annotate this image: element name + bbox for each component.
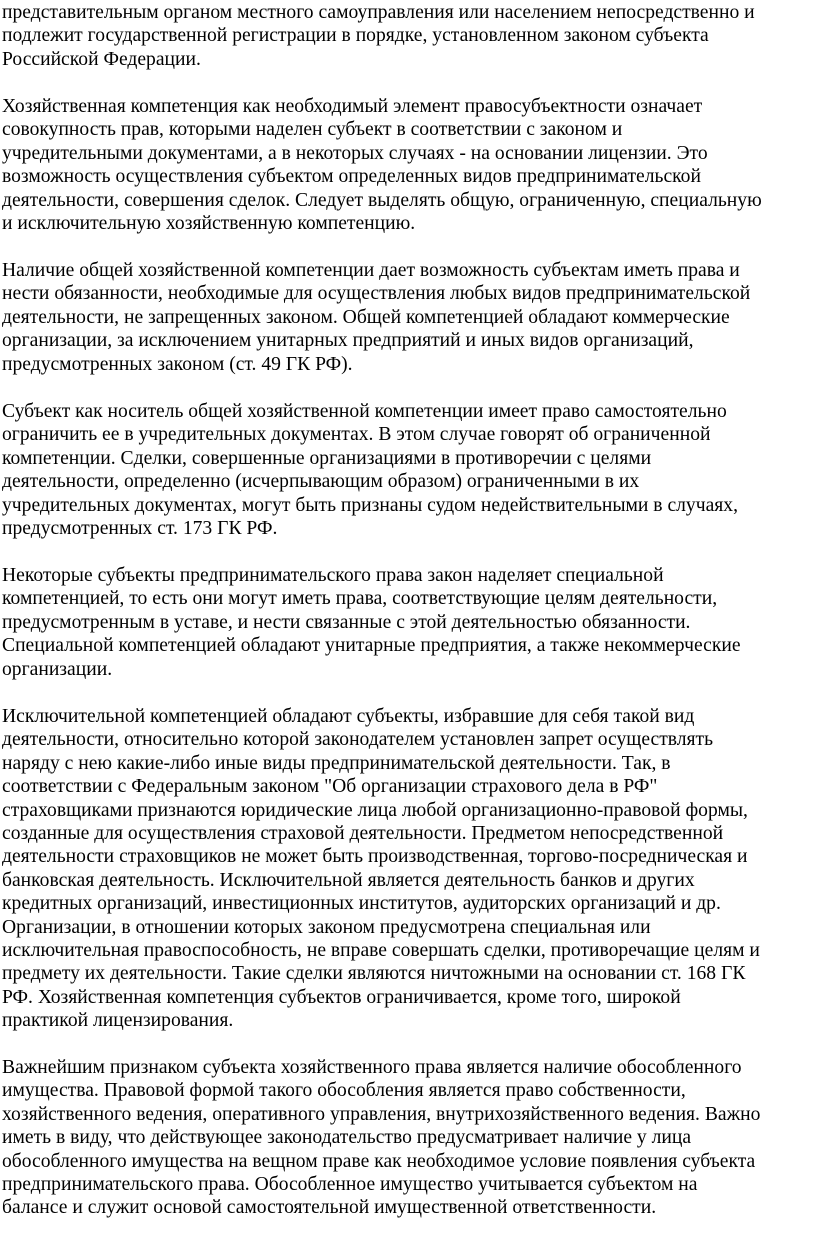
text-line: предпринимательского права. Обособленное имущество учитывается субъектом на bbox=[2, 1173, 698, 1195]
text-line: компетенции. Сделки, совершенные организациями в противоречии с целями bbox=[2, 447, 652, 469]
text-line: Российской Федерации. bbox=[2, 48, 201, 70]
text-line: практикой лицензирования. bbox=[2, 1010, 234, 1032]
text-line: исключительная правоспособность, не вправе совершать сделки, противоречащие целям и bbox=[2, 939, 760, 961]
text-line: хозяйственного ведения, оперативного управления, внутрихозяйственного ведения. Важно bbox=[2, 1103, 761, 1125]
paragraph-general-competence bbox=[2, 259, 750, 376]
text-line: возможность осуществления субъектом определенных видов предпринимательской bbox=[2, 166, 701, 188]
text-line: Организации, в отношении которых законом предусмотрена специальная или bbox=[2, 916, 651, 938]
text-line: предусмотренных ст. 173 ГК РФ. bbox=[2, 517, 278, 539]
text-line: имущества. Правовой формой такого обособления является право собственности, bbox=[2, 1080, 686, 1102]
text-line: учредительными документами, а в некоторых случаях - на основании лицензии. Это bbox=[2, 142, 708, 164]
text-line: предусмотренных законом (ст. 49 ГК РФ). bbox=[2, 353, 353, 375]
text-line: Хозяйственная компетенция как необходимый элемент правосубъектности означает bbox=[2, 96, 703, 117]
text-line: ограничить ее в учредительных документах. В этом случае говорят об ограниченной bbox=[2, 424, 711, 446]
text-line: компетенцией, то есть они могут иметь права, соответствующие целям деятельности, bbox=[2, 588, 718, 610]
text-line: Важнейшим признаком субъекта хозяйственного права является наличие обособленного bbox=[2, 1057, 742, 1078]
text-line: банковская деятельность. Исключительной является деятельность банков и других bbox=[2, 869, 695, 891]
text-line: созданные для осуществления страховой деятельности. Предметом непосредственной bbox=[2, 822, 724, 844]
text-line: предусмотренным в уставе, и нести связанные с этой деятельностью обязанности. bbox=[2, 611, 691, 633]
text-line: страховщиками признаются юридические лица любой организационно-правовой формы, bbox=[2, 799, 748, 821]
text-line: представительным органом местного самоуправления или населением непосредственно и bbox=[2, 2, 755, 23]
text-line: подлежит государственной регистрации в порядке, установленном законом субъекта bbox=[2, 25, 709, 47]
paragraph-exclusive-competence bbox=[2, 705, 760, 1032]
text-line: Специальной компетенцией обладают унитарные предприятия, а также некоммерческие bbox=[2, 635, 741, 657]
text-line: совокупность прав, которыми наделен субъект в соответствии с законом и bbox=[2, 119, 623, 141]
text-line: кредитных организаций, инвестиционных институтов, аудиторских организаций и др. bbox=[2, 893, 721, 915]
text-line: организации, за исключением унитарных предприятий и иных видов организаций, bbox=[2, 330, 694, 352]
text-line: деятельности, совершения сделок. Следует выделять общую, ограниченную, специальную bbox=[2, 189, 762, 211]
text-line: обособленного имущества на вещном праве как необходимое условие появления субъекта bbox=[2, 1150, 756, 1172]
paragraph-registration bbox=[2, 1, 755, 71]
text-line: деятельности, определенно (исчерпывающим образом) ограниченными в их bbox=[2, 471, 640, 493]
text-line: нести обязанности, необходимые для осуществления любых видов предпринимательской bbox=[2, 283, 751, 305]
paragraph-separate-property bbox=[2, 1056, 760, 1220]
text-line: учредительных документах, могут быть признаны судом недействительными в случаях, bbox=[2, 494, 738, 516]
text-line: предмету их деятельности. Такие сделки являются ничтожными на основании ст. 168 ГК bbox=[2, 963, 746, 985]
text-line: Некоторые субъекты предпринимательского права закон наделяет специальной bbox=[2, 565, 664, 586]
text-line: деятельности, относительно которой законодателем установлен запрет осуществлять bbox=[2, 729, 714, 751]
text-line: Исключительной компетенцией обладают субъекты, избравшие для себя такой вид bbox=[2, 706, 695, 727]
paragraph-special-competence bbox=[2, 564, 741, 681]
text-line: балансе и служит основой самостоятельной имущественной ответственности. bbox=[2, 1197, 657, 1219]
text-line: деятельности, не запрещенных законом. Общей компетенцией обладают коммерческие bbox=[2, 306, 730, 328]
text-line: РФ. Хозяйственная компетенция субъектов ограничивается, кроме того, широкой bbox=[2, 986, 681, 1008]
paragraph-limited-competence bbox=[2, 400, 738, 540]
text-line: иметь в виду, что действующее законодательство предусматривает наличие у лица bbox=[2, 1127, 692, 1149]
text-line: наряду с нею какие-либо иные виды предпринимательской деятельности. Так, в bbox=[2, 752, 671, 774]
text-line: организации. bbox=[2, 658, 113, 680]
text-line: и исключительную хозяйственную компетенцию. bbox=[2, 212, 416, 234]
text-line: Субъект как носитель общей хозяйственной компетенции имеет право самостоятельно bbox=[2, 401, 727, 422]
text-line: соответствии с Федеральным законом "Об организации страхового дела в РФ" bbox=[2, 776, 658, 798]
text-line: Наличие общей хозяйственной компетенции дает возможность субъектам иметь права и bbox=[2, 260, 740, 281]
text-line: деятельности страховщиков не может быть производственная, торгово-посредническая и bbox=[2, 846, 748, 868]
paragraph-economic-competence bbox=[2, 95, 762, 235]
